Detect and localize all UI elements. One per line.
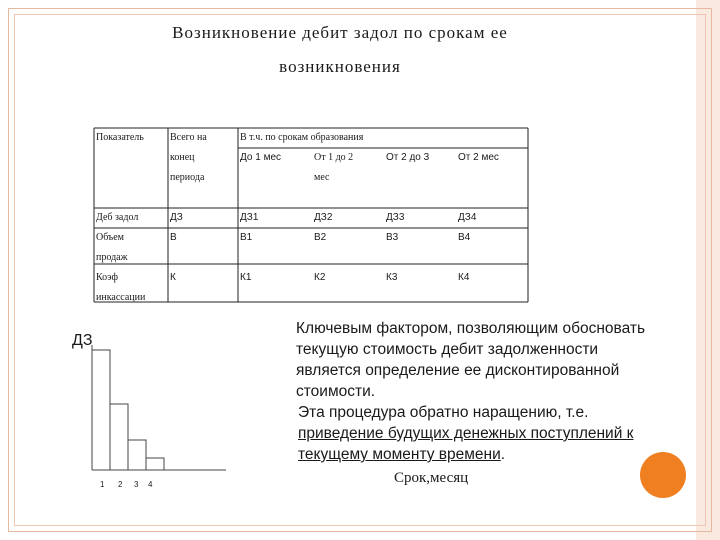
row-label-line2: продаж	[96, 252, 128, 263]
cell-total: ДЗ	[170, 212, 183, 223]
chart-step-2	[110, 404, 128, 470]
tick-label: 3	[134, 480, 139, 489]
explanation-text	[226, 318, 646, 465]
header-indicator: Показатель	[96, 132, 144, 143]
paragraph-2-underlined: приведение будущих денежных поступлений к текущему моменту времени	[298, 425, 634, 463]
header-col-2-line2: мес	[314, 172, 330, 183]
cell-c1: В1	[240, 232, 253, 243]
cell-c4: К4	[458, 272, 470, 283]
header-total-line3: периода	[170, 172, 205, 183]
chart-x-label: Срок,месяц	[394, 470, 469, 486]
chart-step-4	[146, 458, 164, 470]
cell-c4: ДЗ4	[458, 212, 477, 223]
cell-c3: ДЗ3	[386, 212, 405, 223]
header-total-line1: Всего на	[170, 132, 207, 143]
row-label: Деб задол	[96, 212, 139, 223]
cell-c1: К1	[240, 272, 252, 283]
title-line-2: возникновения	[279, 57, 401, 76]
title-line-1: Возникновение дебит задол по срокам ее	[172, 23, 508, 42]
cell-c2: В2	[314, 232, 327, 243]
cell-total: К	[170, 272, 176, 283]
tick-label: 2	[118, 480, 123, 489]
cell-c1: ДЗ1	[240, 212, 259, 223]
chart-y-label: ДЗ	[72, 332, 93, 349]
header-col-4: От 2 мес	[458, 152, 499, 163]
header-col-2-line1: От 1 до 2	[314, 152, 354, 163]
cell-total: В	[170, 232, 177, 243]
paragraph-2-plain: Эта процедура обратно наращению, т.е.	[298, 404, 589, 421]
header-col-3: От 2 до 3	[386, 152, 430, 163]
cell-c3: К3	[386, 272, 398, 283]
cell-c3: В3	[386, 232, 399, 243]
cell-c2: К2	[314, 272, 326, 283]
row-label-line1: Объем	[96, 232, 124, 243]
paragraph-2-end: .	[500, 446, 506, 463]
chart-step-1	[92, 350, 110, 470]
cell-c4: В4	[458, 232, 471, 243]
paragraph-1	[226, 318, 646, 402]
header-total-line2: конец	[170, 152, 195, 163]
cell-c2: ДЗ2	[314, 212, 333, 223]
row-label-line1: Коэф	[96, 272, 119, 283]
tick-label: 1	[100, 480, 105, 489]
chart-step-3	[128, 440, 146, 470]
accent-circle	[640, 452, 686, 498]
tick-label: 4	[148, 480, 153, 489]
paragraph-1-text: Ключевым фактором, позволяющим обосновать текущую стоимость дебит задолженности является определение ее дисконтированной стоимости.	[296, 320, 646, 400]
paragraph-2	[226, 402, 646, 465]
header-col-1: До 1 мес	[240, 152, 282, 163]
header-group: В т.ч. по срокам образования	[240, 132, 364, 143]
row-label-line2: инкассации	[96, 292, 146, 303]
